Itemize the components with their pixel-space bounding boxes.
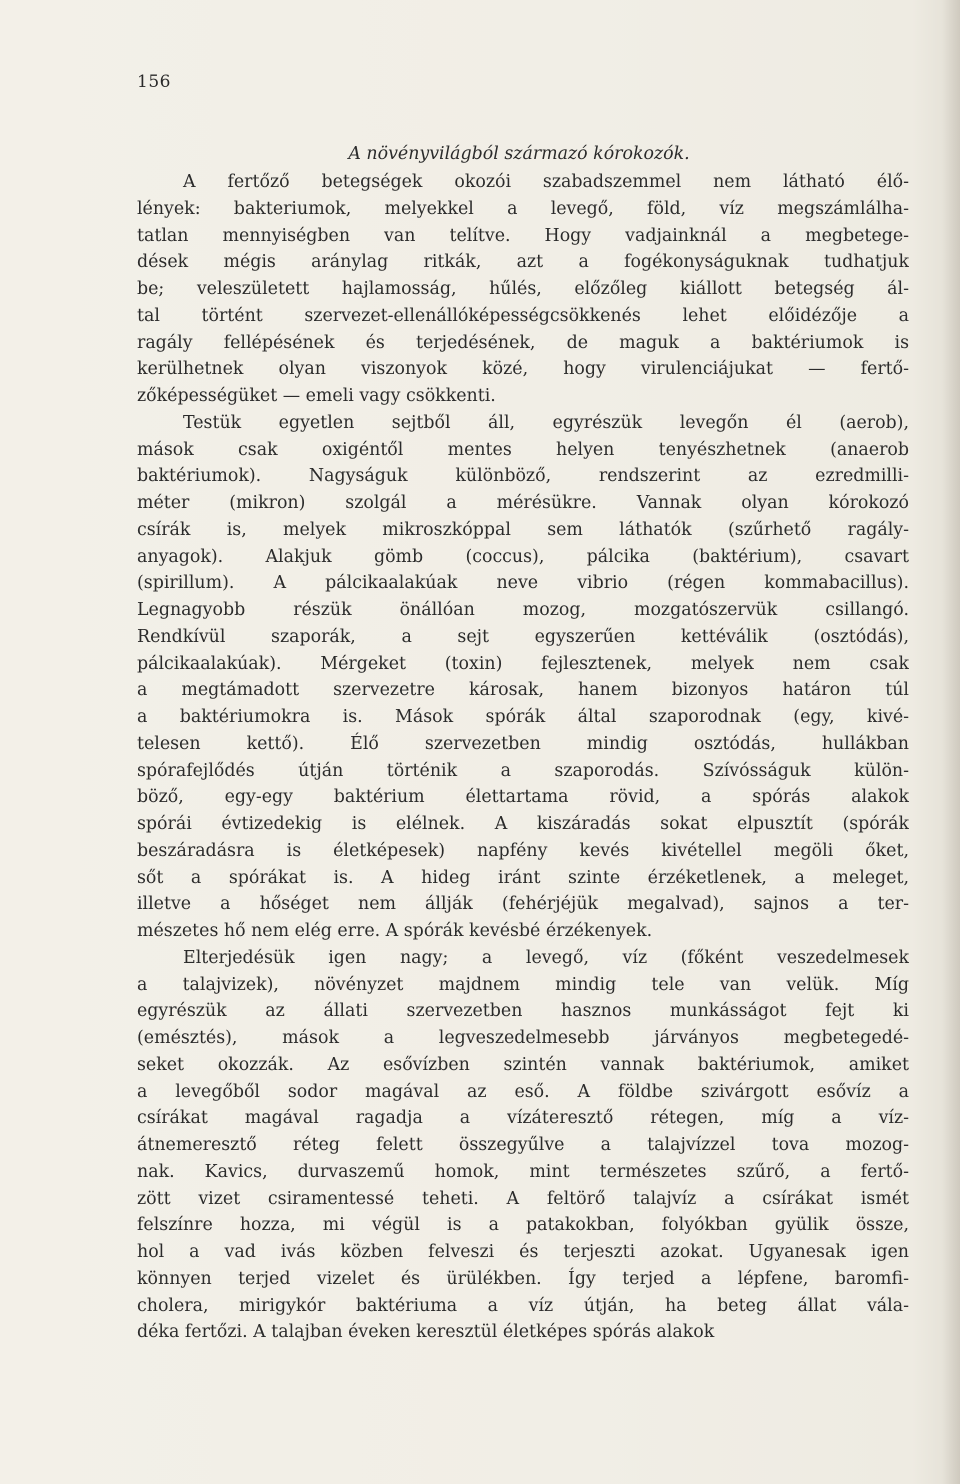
- text-line: mások csak oxigéntől mentes helyen tenyészhetnek (anaerob: [137, 439, 909, 460]
- text-line: Elterjedésük igen nagy; a levegő, víz (főként veszedelmesek: [183, 947, 909, 968]
- text-line: Testük egyetlen sejtből áll, egyrészük levegőn él (aerob),: [183, 412, 909, 433]
- body-text: [137, 140, 909, 1346]
- text-line: a baktériumokra is. Mások spórák által szaporodnak (egy, kivé-: [137, 707, 909, 727]
- text-line: sőt a spórákat is. A hideg iránt szinte érzéketlenek, a meleget,: [137, 867, 909, 888]
- page-number: 156: [137, 72, 171, 92]
- text-line: déka fertőzi. A talajban éveken keresztül életképes spórás alakok: [137, 1322, 715, 1343]
- text-line: anyagok). Alakjuk gömb (coccus), pálcika (baktérium), csavart: [137, 546, 909, 567]
- page-edge-shadow: [942, 0, 960, 1484]
- text-line: seket okozzák. Az esővízben szintén vannak baktériumok, amiket: [137, 1054, 909, 1075]
- text-line: felszínre hozza, mi végül is a patakokban, folyókban gyülik össze,: [137, 1215, 909, 1236]
- text-line: baktériumok). Nagyságuk különböző, rendszerint az ezredmilli-: [137, 466, 909, 487]
- paragraph-3: [137, 945, 909, 1346]
- text-line: egyrészük az állati szervezetben hasznos munkásságot fejt ki: [137, 1001, 909, 1022]
- text-line: be; veleszületett hajlamosság, hűlés, előzőleg kiállott betegség ál-: [137, 279, 909, 299]
- paragraph-2: [137, 410, 909, 945]
- text-line: mészetes hő nem elég erre. A spórák kevésbé érzékenyek.: [137, 921, 653, 941]
- text-line: beszáradásra is életképesek) napfény kevés kivétellel megöli őket,: [137, 840, 909, 861]
- text-line: méter (mikron) szolgál a mérésükre. Vannak olyan kórokozó: [137, 493, 909, 513]
- text-line: átnemeresztő réteg felett összegyűlve a talajvízzel tova mozog-: [137, 1135, 909, 1155]
- text-line: Rendkívül szaporák, a sejt egyszerűen kettéválik (osztódás),: [137, 626, 909, 647]
- text-line: hol a vad ivás közben felveszi és terjeszti azokat. Ugyanesak igen: [137, 1242, 909, 1262]
- section-title: A növényvilágból származó kórokozók.: [348, 144, 690, 164]
- text-line: a talajvizek), növényzet majdnem mindig tele van velük. Míg: [137, 974, 909, 995]
- text-line: (spirillum). A pálcikaalakúak neve vibrio (régen kommabacillus).: [137, 573, 909, 594]
- text-line: spórái évtizedekig is elélnek. A kiszáradás sokat elpusztít (spórák: [137, 814, 909, 834]
- text-line: tal történt szervezet-ellenállóképességcsökkenés lehet előidézője a: [137, 305, 909, 326]
- text-line: a levegőből sodor magával az eső. A földbe szivárgott esővíz a: [137, 1081, 909, 1102]
- text-line: cholera, mirigykór baktériuma a víz útján, ha beteg állat vála-: [137, 1295, 909, 1316]
- text-line: nak. Kavics, durvaszemű homok, mint természetes szűrő, a fertő-: [137, 1161, 909, 1182]
- text-line: dések mégis aránylag ritkák, azt a fogékonyságuknak tudhatjuk: [137, 252, 909, 273]
- text-line: zőképességüket — emeli vagy csökkenti.: [137, 386, 496, 406]
- text-line: könnyen terjed vizelet és ürülékben. Így terjed a lépfene, baromfi-: [137, 1268, 909, 1289]
- text-line: lények: bakteriumok, melyekkel a levegő, föld, víz megszámlálha-: [137, 198, 909, 219]
- text-line: csírák is, melyek mikroszkóppal sem láthatók (szűrhető ragály-: [137, 519, 909, 540]
- text-line: ragály fellépésének és terjedésének, de maguk a baktériumok is: [137, 332, 909, 353]
- text-line: csírákat magával ragadja a vízáteresztő rétegen, míg a víz-: [137, 1108, 909, 1129]
- text-line: telesen kettő). Élő szervezetben mindig osztódás, hullákban: [137, 733, 909, 754]
- text-line: tatlan mennyiségben van telítve. Hogy vadjainknál a megbetege-: [137, 225, 909, 246]
- text-line: böző, egy-egy baktérium élettartama rövid, a spórás alakok: [137, 787, 909, 808]
- text-line: Legnagyobb részük önállóan mozog, mozgatószervük csillangó.: [137, 600, 909, 620]
- text-line: spórafejlődés útján történik a szaporodás. Szívósságuk külön-: [137, 760, 909, 781]
- text-line: zött vizet csiramentessé teheti. A feltörő talajvíz a csírákat ismét: [137, 1188, 909, 1209]
- text-line: kerülhetnek olyan viszonyok közé, hogy virulenciájukat — fertő-: [137, 359, 909, 380]
- text-line: a megtámadott szervezetre károsak, hanem bizonyos határon túl: [137, 680, 909, 701]
- text-line: pálcikaalakúak). Mérgeket (toxin) fejlesztenek, melyek nem csak: [137, 653, 909, 674]
- paragraph-1: [137, 169, 909, 410]
- text-line: (emésztés), mások a legveszedelmesebb járványos megbetegedé-: [137, 1028, 909, 1048]
- text-line: A fertőző betegségek okozói szabadszemmel nem látható élő-: [183, 172, 909, 192]
- text-line: illetve a hőséget nem állják (fehérjéjük megalvad), sajnos a ter-: [137, 894, 909, 915]
